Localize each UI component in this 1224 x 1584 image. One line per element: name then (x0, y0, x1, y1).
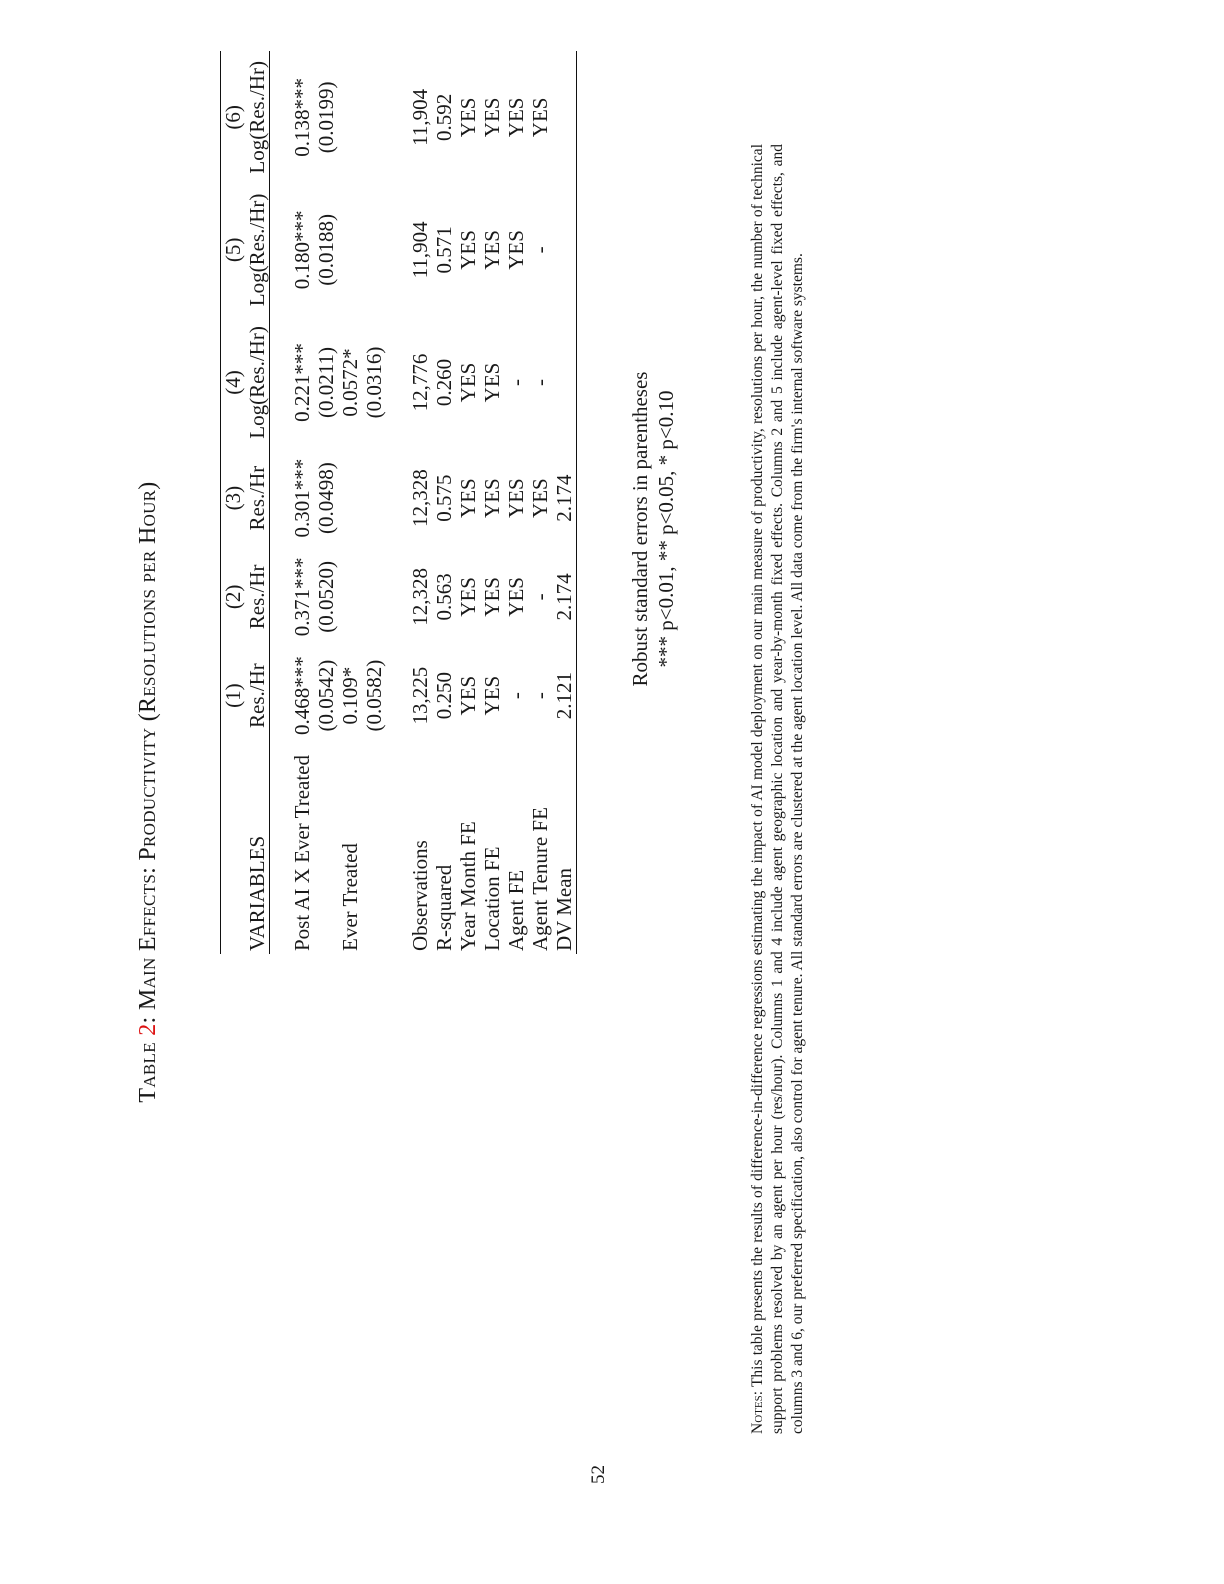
table-cell: 0.0572* (338, 348, 362, 417)
table-cell: 0.250 (432, 672, 456, 720)
table-footnote (627, 104, 679, 954)
col-dv: Log(Res./Hr) (245, 184, 270, 317)
table-cell: 0.260 (432, 358, 456, 407)
header-row-dv (245, 51, 270, 954)
col-dv: Res./Hr (245, 449, 270, 548)
table-cell (552, 184, 577, 317)
table-cell: 0.371*** (290, 557, 314, 637)
row-label: R-squared (432, 864, 456, 951)
table-cell: (0.0498) (314, 462, 338, 534)
table-cell: YES (480, 675, 504, 716)
table-row (456, 51, 480, 954)
col-dv: Res./Hr (245, 548, 270, 647)
row-label: Observations (408, 840, 432, 951)
table-cell (362, 184, 386, 317)
table-cell: 11,904 (408, 88, 432, 146)
row-label: Year Month FE (456, 821, 480, 951)
table-cell (338, 184, 362, 317)
table-cell: YES (480, 478, 504, 518)
row-label: DV Mean (552, 745, 577, 954)
table-cell (552, 51, 577, 184)
caption-title: : Main Effects: Productivity (Resolutions per Hour) (135, 481, 161, 1024)
caption-label: Table (135, 1042, 161, 1103)
table-cell (552, 316, 577, 449)
col-number: (1) (221, 646, 246, 745)
row-label: Agent FE (504, 869, 528, 951)
table-cell: YES (456, 478, 480, 518)
table-cell: YES (504, 97, 528, 138)
table-cell: 0.571 (432, 226, 456, 274)
table-notes (748, 144, 808, 1434)
col-number: (5) (221, 184, 246, 317)
table-row (504, 51, 528, 954)
table-cell: (0.0316) (362, 346, 386, 419)
table-cell: YES (456, 577, 480, 617)
table-cell: YES (480, 97, 504, 138)
row-label: Agent Tenure FE (528, 807, 552, 951)
table-cell (362, 548, 386, 647)
table-cell: (0.0211) (314, 346, 338, 418)
row-label: Ever Treated (338, 843, 362, 951)
variables-header: VARIABLES (245, 745, 270, 954)
table-cell: 12,328 (408, 568, 432, 626)
table-cell (338, 51, 362, 184)
table-cell: 0.575 (432, 474, 456, 522)
table-cell: 0.301*** (290, 458, 314, 538)
footnote-line: *** p<0.01, ** p<0.05, * p<0.10 (654, 390, 678, 668)
col-number: (2) (221, 548, 246, 647)
table-cell: (0.0520) (314, 561, 338, 633)
header-row-numbers (221, 51, 246, 954)
table-row (552, 51, 577, 954)
table-row (528, 51, 552, 954)
table-cell: YES (504, 230, 528, 270)
table-cell: 2.174 (552, 548, 577, 647)
table-cell: 13,225 (408, 666, 432, 725)
table-cell: (0.0188) (314, 214, 338, 286)
table-cell: (0.0582) (362, 659, 386, 732)
table-cell (362, 449, 386, 548)
table-cell: 0.109* (338, 666, 362, 725)
col-number: (4) (221, 316, 246, 449)
table-cell (338, 548, 362, 647)
table-cell: 0.180*** (290, 210, 314, 290)
table-cell: YES (480, 230, 504, 270)
table-cell: 0.563 (432, 573, 456, 621)
col-dv: Log(Res./Hr) (245, 316, 270, 449)
table-row (314, 51, 338, 954)
table-cell: - (528, 246, 552, 254)
table-cell: 12,328 (408, 469, 432, 527)
table-cell: YES (528, 478, 552, 518)
table-cell: 11,904 (408, 221, 432, 279)
table-cell: - (528, 593, 552, 601)
table-row (290, 51, 314, 954)
table-cell: (0.0542) (314, 659, 338, 732)
table-row (480, 51, 504, 954)
footnote-line: Robust standard errors in parentheses (628, 371, 652, 687)
regression-table (220, 51, 577, 954)
table-cell: 2.121 (552, 646, 577, 745)
col-number: (3) (221, 449, 246, 548)
table-cell: - (504, 378, 528, 386)
col-dv: Log(Res./Hr) (245, 51, 270, 184)
table-cell: 0.468*** (290, 656, 314, 735)
table-row (338, 51, 362, 954)
table-row (432, 51, 456, 954)
col-dv: Res./Hr (245, 646, 270, 745)
table-cell: 0.138*** (290, 77, 314, 157)
table-cell: 12,776 (408, 353, 432, 412)
table-cell: YES (456, 362, 480, 403)
table-cell: YES (456, 675, 480, 716)
table-cell: (0.0199) (314, 81, 338, 154)
table-row (408, 51, 432, 954)
table-cell: 2.174 (552, 449, 577, 548)
caption-number: 2 (135, 1023, 161, 1036)
table-cell: YES (456, 230, 480, 270)
table-cell: YES (480, 577, 504, 617)
col-number: (6) (221, 51, 246, 184)
table-cell (362, 51, 386, 184)
notes-label: Notes: (749, 1391, 766, 1434)
table-cell: 0.221*** (290, 343, 314, 422)
table-cell: YES (456, 97, 480, 138)
table-cell: YES (528, 97, 552, 138)
table-cell: 0.592 (432, 93, 456, 141)
table-row (362, 51, 386, 954)
table-cell: YES (504, 577, 528, 617)
page-number: 52 (588, 1465, 609, 1484)
table-cell: - (504, 692, 528, 700)
table-cell: - (528, 692, 552, 700)
table-cell: - (528, 378, 552, 386)
table-cell: YES (480, 362, 504, 403)
table-caption (135, 0, 162, 1584)
notes-text: This table presents the results of difference-in-difference regressions estimating the impact of AI model deployment on our main measure of productivity, resolutions per hour, the number of technical support problems resolved by an agent per hour (res/hour). Columns 1 and 4 include agent geographic location and year-by-month fixed effects. Columns 2 and 5 include agent-level fixed effects, and columns 3 and 6, our preferred specification, also control for agent tenure. All standard errors are clustered at the agent location level. All data come from the firm's internal software systems. (749, 144, 806, 1434)
row-label: Post AI X Ever Treated (290, 755, 314, 951)
table-cell: YES (504, 478, 528, 518)
row-label: Location FE (480, 846, 504, 951)
table-cell (338, 449, 362, 548)
